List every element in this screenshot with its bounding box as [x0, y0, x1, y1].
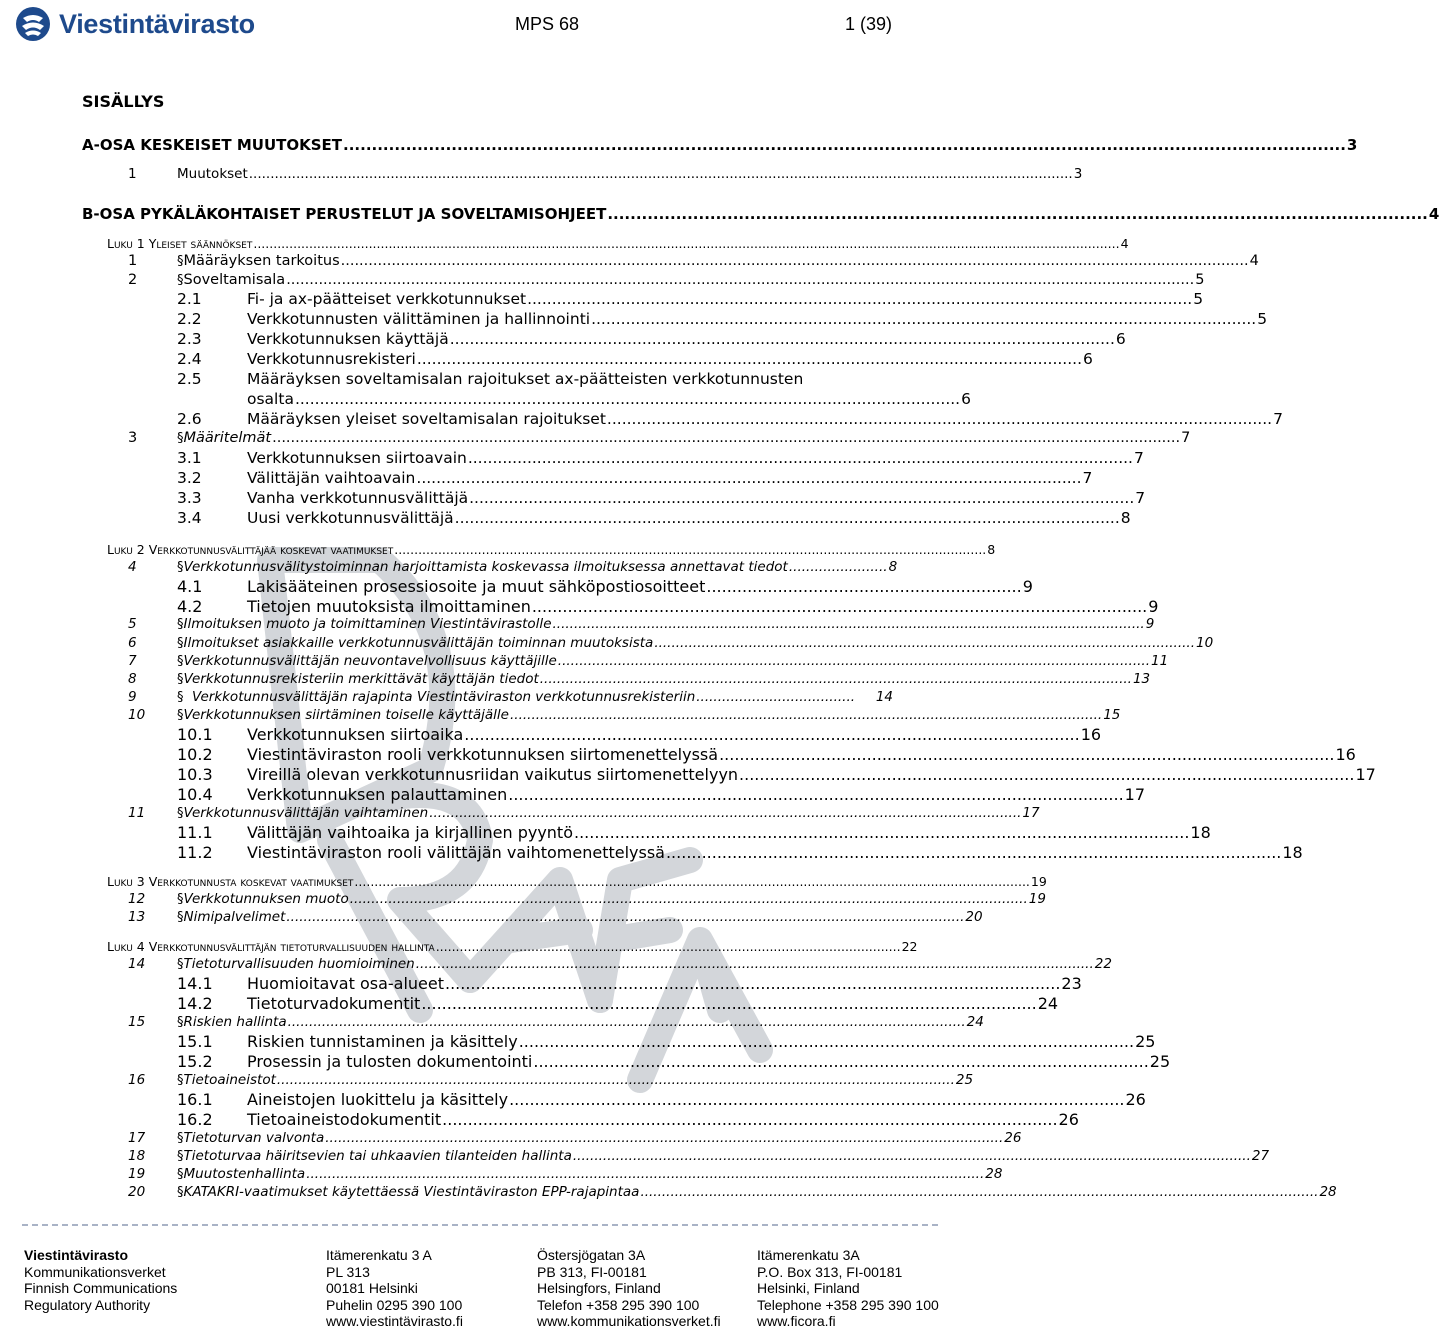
toc-leader: .......................................................................................................................................	[527, 290, 1193, 308]
section-sign-icon: §	[177, 892, 184, 907]
toc-leader: ................................................................................................................................................................................	[343, 136, 1346, 154]
toc-entry-page: 7	[1181, 430, 1191, 446]
toc-leader: ................................................................................................................................................	[607, 205, 1428, 223]
toc-entry-number: 2.6	[177, 410, 202, 428]
footer-address-en	[757, 1247, 939, 1330]
toc-leader: .......................................................................................................................................	[469, 489, 1135, 507]
toc-leader: ..........................................................................................................................................................................	[354, 874, 1030, 889]
toc-entry-number: 14.1	[177, 974, 213, 993]
toc-entry-title: Fi- ja ax-päätteiset verkkotunnukset	[247, 290, 527, 308]
toc-entry-number: 14.2	[177, 994, 213, 1013]
toc-entry-title: Tietoturvadokumentit	[247, 994, 421, 1013]
toc-entry-page: 4	[1249, 253, 1259, 269]
footer-address-sv	[537, 1247, 721, 1330]
footer-street: Itämerenkatu 3 A	[326, 1247, 432, 1263]
toc-entry-title: Tietoaineistodokumentit	[247, 1110, 442, 1129]
toc-entry-title: Luku 4 Verkkotunnusvälittäjän tietoturvallisuuden hallinta	[107, 939, 435, 954]
section-sign-icon: §	[177, 617, 184, 632]
toc-entry-number: 2.4	[177, 350, 202, 368]
toc-leader: .......................................................................................................................................	[454, 509, 1120, 527]
footer-pobox: P.O. Box 313, FI-00181	[757, 1263, 903, 1280]
toc-entry-title: Verkkotunnusrekisteriin merkittävät käyttäjän tiedot	[183, 671, 539, 687]
toc-entry-page: 18	[1190, 823, 1211, 842]
toc-leader: ..........................................................................................................................................	[557, 653, 1150, 669]
toc-entry-number: 13	[128, 909, 146, 925]
toc-entry-number: 3.4	[177, 509, 202, 527]
toc-entry-number: 8	[128, 671, 137, 687]
toc-entry-page: 19	[1030, 874, 1047, 889]
section-sign-icon: §	[177, 431, 184, 446]
page-number: 1 (39)	[844, 14, 892, 34]
footer-pobox: PB 313, FI-00181	[537, 1263, 647, 1280]
toc-leader: .....................................................................................................................	[435, 939, 901, 954]
document-id: MPS 68	[515, 14, 580, 34]
toc-entry-page: 17	[1022, 805, 1040, 821]
toc-entry-title: Uusi verkkotunnusvälittäjä	[247, 509, 454, 527]
toc-leader: .........................................................................................................................	[421, 994, 1037, 1013]
toc-entry-page: 17	[1124, 785, 1146, 804]
toc-entry-title: B-OSA PYKÄLÄKOHTAISET PERUSTELUT JA SOVELTAMISOHJEET	[82, 205, 607, 223]
toc-leader: .........................................................................................................................	[508, 785, 1124, 804]
toc-entry-page: 25	[1149, 1052, 1171, 1071]
toc-entry-number: 10	[128, 707, 146, 723]
toc-leader: .......................................................................................................................................	[467, 449, 1133, 467]
toc-entry-number: 10.3	[177, 765, 213, 784]
toc-entry-page: 18	[1282, 843, 1303, 862]
toc-leader: .....................................................................................................................................................	[394, 542, 987, 557]
toc-entry-title: Prosessin ja tulosten dokumentointi	[247, 1052, 533, 1071]
toc-entry-title: Tietojen muutoksista ilmoittaminen	[247, 597, 531, 616]
toc-leader: .......................................................................................................................................	[606, 410, 1273, 428]
toc-entry-page: 8	[888, 559, 898, 575]
toc-entry-number: 1	[128, 166, 137, 182]
toc-entry-page: 26	[1004, 1130, 1022, 1146]
toc-entry-title: Huomioitavat osa-alueet	[247, 974, 444, 993]
toc-entry-title: Lakisääteinen prosessiosoite ja muut sähköpostiosoitteet	[247, 577, 706, 596]
toc-entry-title: Verkkotunnuksen muoto	[183, 891, 349, 907]
toc-leader: ..............................................................................................................................................................	[306, 1166, 985, 1182]
toc-leader: ..........................................................................................................................................	[539, 671, 1132, 687]
toc-entry-number: 5	[128, 616, 137, 632]
toc-leader: .......................................................................................................................................	[591, 310, 1257, 328]
toc-entry-title: Määräyksen tarkoitus	[183, 253, 340, 269]
toc-leader: ..............................................................................................................................................................	[415, 956, 1094, 972]
footer-city: Helsingfors, Finland	[537, 1280, 661, 1297]
toc-entry-number: 17	[128, 1130, 146, 1146]
toc-entry-title: Verkkotunnuksen siirtoavain	[247, 449, 467, 467]
toc-entry-title: Tietoturvaa häiritsevien tai uhkaavien tilanteiden hallinta	[183, 1148, 572, 1164]
toc-leader: .......................................................................................................................................	[449, 330, 1115, 348]
footer-city: 00181 Helsinki	[326, 1280, 418, 1297]
footer-address-fi	[326, 1247, 463, 1330]
toc-entry-title: Luku 1 Yleiset säännökset	[107, 236, 253, 251]
toc-entry-number: 3	[128, 430, 138, 446]
toc-entry-number: 15	[128, 1014, 146, 1030]
toc-entry-page: 22	[1094, 956, 1112, 972]
toc-entry-page: 8	[987, 542, 996, 557]
toc-entry-page: 5	[1195, 272, 1205, 288]
toc-leader: ..............................................................................................................................................................	[276, 1072, 955, 1088]
toc-leader: .........................................................................................................................	[574, 823, 1190, 842]
toc-entry-title: Riskien tunnistaminen ja käsittely	[247, 1032, 518, 1051]
toc-entry-page: 7	[1133, 449, 1144, 467]
toc-leader: .........................................................................................................................	[518, 1032, 1135, 1051]
toc-entry-title: Tietoturvallisuuden huomioiminen	[183, 956, 415, 972]
toc-entry-number: 10.1	[177, 725, 213, 744]
toc-leader: .........................................................................................................................	[531, 597, 1148, 616]
section-sign-icon: §	[177, 1015, 184, 1030]
toc-entry-number: 4.1	[177, 577, 203, 596]
toc-entry-page: 7	[1082, 469, 1093, 487]
toc-entry-page: 3	[1073, 166, 1083, 182]
section-sign-icon: §	[177, 957, 184, 972]
section-sign-icon: §	[177, 1073, 184, 1088]
toc-entry-page: 22	[901, 939, 918, 954]
toc-leader: ................................................................................................................................................................................................	[248, 166, 1073, 182]
section-sign-icon: §	[177, 1131, 184, 1146]
toc-entry-page: 9	[1022, 577, 1033, 596]
toc-leader: ..............................................................................................................................................................	[640, 1184, 1319, 1200]
toc-entry-number: 11	[128, 805, 146, 821]
toc-entry-title: Viestintäviraston rooli välittäjän vaihtomenettelyssä	[247, 843, 665, 862]
toc-entry-number: 3.3	[177, 489, 202, 507]
toc-entry-number: 16.1	[177, 1090, 213, 1109]
footer-divider	[22, 1224, 938, 1226]
toc-leader: ..............................................................................................................................................................	[325, 1130, 1004, 1146]
toc-entry-page: 28	[1319, 1184, 1337, 1200]
toc-entry-page: 4	[1428, 205, 1439, 223]
footer-phone: Telefon +358 295 390 100	[537, 1296, 700, 1313]
toc-entry-title: KATAKRI-vaatimukset käytettäessä Viestintäviraston EPP-rajapintaa	[183, 1184, 640, 1200]
toc-entry-title: A-OSA KESKEISET MUUTOKSET	[82, 136, 343, 154]
footer-agency-name-en-2: Regulatory Authority	[24, 1296, 151, 1313]
toc-entry-page: 10	[1196, 635, 1214, 651]
toc-entry-page: 6	[1083, 350, 1093, 368]
toc-entry-title: Verkkotunnusvälittäjän neuvontavelvollisuus käyttäjille	[183, 653, 557, 669]
logo-text: Viestintävirasto	[59, 8, 255, 39]
toc-entry-number: 4.2	[177, 597, 203, 616]
toc-entry-page: 24	[1037, 994, 1059, 1013]
toc-entry-number: 11.2	[177, 843, 213, 862]
toc-entry-page: 19	[1028, 891, 1046, 907]
toc-entry-title: Aineistojen luokittelu ja käsittely	[247, 1090, 509, 1109]
toc-entry-title: Luku 2 Verkkotunnusvälittäjää koskevat vaatimukset	[107, 542, 394, 557]
footer-agency-name: Viestintävirasto	[24, 1247, 129, 1263]
toc-leader: ..............................................................................................................................................................	[286, 909, 965, 925]
toc-entry-number: 10.4	[177, 785, 213, 804]
toc-entry-title: Verkkotunnuksen käyttäjä	[247, 330, 449, 348]
toc-entry-number: 18	[128, 1148, 146, 1164]
toc-entry-title: Verkkotunnuksen siirtäminen toiselle käyttäjälle	[183, 707, 509, 723]
toc-leader: .........................................................................................................................	[719, 745, 1335, 764]
toc-entry-number: 19	[128, 1166, 146, 1182]
toc-leader: .........................................................................................................................	[445, 974, 1061, 993]
section-sign-icon: §	[177, 910, 184, 925]
toc-leader: ..............................................................................................................................................................	[287, 1014, 966, 1030]
toc-entry-page: 27	[1251, 1148, 1270, 1164]
toc-leader: ..........................................................................................................................................	[552, 616, 1145, 632]
toc-entry-title: Luku 3 Verkkotunnusta koskevat vaatimukset	[107, 874, 354, 889]
toc-entry-number: 20	[128, 1184, 146, 1200]
toc-entry-title: Verkkotunnusvälitystoiminnan harjoittamista koskevassa ilmoituksessa annettavat tiedot	[183, 559, 788, 575]
toc-entry-title: Verkkotunnuksen palauttaminen	[247, 785, 508, 804]
toc-entry-title: Riskien hallinta	[183, 1014, 287, 1030]
toc-entry-number: 6	[128, 635, 137, 651]
toc-entry-number: 2.1	[177, 290, 202, 308]
footer-agency-names	[24, 1247, 177, 1313]
section-sign-icon: §	[177, 636, 184, 651]
footer-website-link[interactable]: www.ficora.fi	[757, 1313, 836, 1330]
toc-entry-title: Vanha verkkotunnusvälittäjä	[247, 489, 469, 507]
toc-entry-number: 1	[128, 253, 138, 269]
toc-entry-number: 2.2	[177, 310, 202, 328]
toc-entry-page: 11	[1151, 653, 1169, 669]
section-sign-icon: §	[177, 1167, 184, 1182]
toc-leader: .........................................................................................................................	[739, 765, 1355, 784]
toc-entry-title: Ilmoitukset asiakkaille verkkotunnusvälittäjän toiminnan muutoksista	[183, 635, 654, 651]
toc-leader: .......................................................................................................................................	[294, 390, 961, 408]
toc-leader: .........................................................................................................................	[442, 1110, 1058, 1129]
toc-entry-title: Verkkotunnusrekisteri	[247, 350, 416, 368]
section-sign-icon: §	[177, 560, 184, 575]
footer-website-link[interactable]: www.viestintävirasto.fi	[326, 1313, 463, 1330]
toc-entry-number: 7	[128, 653, 137, 669]
footer-city: Helsinki, Finland	[757, 1280, 860, 1297]
footer-agency-name-sv: Kommunikationsverket	[24, 1263, 166, 1280]
toc-entry-page: 17	[1355, 765, 1376, 784]
toc-leader: .....................................................................................................................................................................................................	[340, 253, 1249, 269]
toc-entry-page: 26	[1125, 1090, 1146, 1109]
toc-entry-title: Verkkotunnusten välittäminen ja hallinnointi	[247, 310, 591, 328]
toc-entry-title: Soveltamisala	[183, 272, 286, 288]
toc-entry-page: 25	[1135, 1032, 1156, 1051]
toc-entry-title: Määräyksen yleiset soveltamisalan rajoitukset	[247, 410, 606, 428]
toc-entry-title: Vireillä olevan verkkotunnusriidan vaikutus siirtomenettelyyn	[247, 765, 739, 784]
footer-agency-name-en-1: Finnish Communications	[24, 1280, 178, 1297]
toc-entry-title: Määräyksen soveltamisalan rajoitukset ax-päätteisten verkkotunnusten	[247, 370, 804, 388]
toc-entry-title: Tietoturvan valvonta	[183, 1130, 325, 1146]
toc-entry-page: 14	[875, 689, 893, 705]
toc-entry-title: Verkkotunnusvälittäjän rajapinta Viestintäviraston verkkotunnusrekisteriin	[192, 689, 696, 705]
toc-entry-title: Tietoaineistot	[183, 1072, 276, 1088]
toc-title: SISÄLLYS	[82, 92, 165, 111]
section-sign-icon: §	[177, 806, 184, 821]
footer-phone: Puhelin 0295 390 100	[326, 1296, 463, 1313]
toc-entry-number: 4	[128, 559, 137, 575]
toc-leader: ..............................................................................................................................	[654, 635, 1196, 651]
toc-entry-page: 9	[1148, 597, 1159, 616]
footer-street: Östersjögatan 3A	[537, 1247, 646, 1263]
toc-leader: ..........................................................................................................................................	[510, 707, 1103, 723]
toc-entry-page: 16	[1080, 725, 1102, 744]
toc-entry-number: 14	[128, 956, 146, 972]
section-sign-icon: §	[177, 1149, 184, 1164]
toc-entry-number: 2.5	[177, 370, 202, 388]
toc-entry-number: 11.1	[177, 823, 213, 842]
toc-entry-page: 8	[1120, 509, 1131, 527]
toc-leader: .........................................................................................................................	[509, 1090, 1125, 1109]
toc-leader: .......................................................................................................................................	[416, 469, 1082, 487]
toc-entry-number: 3.1	[177, 449, 202, 467]
toc-entry-page: 9	[1145, 616, 1155, 632]
section-sign-icon: §	[177, 708, 184, 723]
toc-entry-page: 7	[1273, 410, 1283, 428]
footer-phone: Telephone +358 295 390 100	[757, 1296, 939, 1313]
toc-entry-title: Verkkotunnuksen siirtoaika	[247, 725, 464, 744]
toc-entry-page: 28	[985, 1166, 1003, 1182]
toc-entry-page: 16	[1335, 745, 1356, 764]
section-sign-icon: §	[177, 690, 184, 705]
toc-entry-number: 2.3	[177, 330, 202, 348]
toc-entry-page: 23	[1061, 974, 1082, 993]
toc-entry-page: 4	[1120, 236, 1129, 251]
toc-entry-number: 16.2	[177, 1110, 213, 1129]
toc-entry-title: Määritelmät	[183, 430, 272, 446]
toc-entry-page: 24	[966, 1014, 984, 1030]
section-sign-icon: §	[177, 254, 184, 269]
toc-entry-page: 5	[1193, 290, 1204, 308]
toc-entry-page: 26	[1058, 1110, 1079, 1129]
toc-leader: ..............................................................................................................................................................	[349, 891, 1028, 907]
toc-entry-title: Nimipalvelimet	[183, 909, 286, 925]
toc-leader: .........................................................................................................................	[533, 1052, 1149, 1071]
toc-entry-page: 13	[1132, 671, 1151, 687]
toc-entry-page: 7	[1135, 489, 1146, 507]
section-sign-icon: §	[177, 1185, 184, 1200]
toc-entry-number: 2	[128, 272, 138, 288]
toc-leader: ..............................................................................................................................................................	[572, 1148, 1251, 1164]
toc-entry-title: Muutokset	[177, 166, 248, 182]
toc-leader: .........................................................................................................................	[665, 843, 1282, 862]
toc-entry-number: 10.2	[177, 745, 213, 764]
toc-leader: .....................................................................................................................................................................................................	[272, 430, 1181, 446]
toc-entry-page: 25	[955, 1072, 974, 1088]
toc-leader: .....................................................................................................................................................................................................	[286, 272, 1195, 288]
toc-leader: ..............................................................	[706, 577, 1022, 596]
section-sign-icon: §	[177, 672, 184, 687]
footer-website-link[interactable]: www.kommunikationsverket.fi	[537, 1313, 721, 1330]
section-sign-icon: §	[177, 654, 184, 669]
toc-leader: .......................................................................................................................................	[416, 350, 1083, 368]
toc-leader: .....................................	[696, 689, 856, 705]
section-sign-icon: §	[177, 273, 184, 288]
toc-entry-page: 6	[961, 390, 971, 408]
toc-entry-page: 3	[1346, 136, 1358, 154]
toc-entry-number: 3.2	[177, 469, 202, 487]
toc-leader: ..........................................................................................................................................................................................................................	[253, 236, 1120, 251]
toc-entry-title: Välittäjän vaihtoavain	[247, 469, 416, 487]
toc-leader: .........................................................................................................................	[464, 725, 1080, 744]
toc-entry-title-cont: osalta	[247, 390, 294, 408]
toc-entry-title: Välittäjän vaihtoaika ja kirjallinen pyyntö	[247, 823, 573, 842]
toc-entry-title: Ilmoituksen muoto ja toimittaminen Viestintävirastolle	[183, 616, 552, 632]
footer-pobox: PL 313	[326, 1263, 370, 1280]
toc-entry-page: 20	[965, 909, 983, 925]
footer-street: Itämerenkatu 3A	[757, 1247, 860, 1263]
toc-leader: .......................	[788, 559, 888, 575]
toc-entry-number: 9	[128, 689, 137, 705]
toc-entry-page: 6	[1115, 330, 1126, 348]
toc-entry-page: 15	[1103, 707, 1121, 723]
toc-entry-title: Muutostenhallinta	[183, 1166, 306, 1182]
toc-entry-number: 15.2	[177, 1052, 213, 1071]
toc-entry-title: Verkkotunnusvälittäjän vaihtaminen	[183, 805, 429, 821]
toc-leader: ..........................................................................................................................................	[429, 805, 1022, 821]
toc-entry-number: 16	[128, 1072, 146, 1088]
toc-entry-title: Viestintäviraston rooli verkkotunnuksen siirtomenettelyssä	[247, 745, 719, 764]
toc-entry-page: 5	[1257, 310, 1268, 328]
toc-entry-number: 12	[128, 891, 146, 907]
toc-entry-number: 15.1	[177, 1032, 213, 1051]
